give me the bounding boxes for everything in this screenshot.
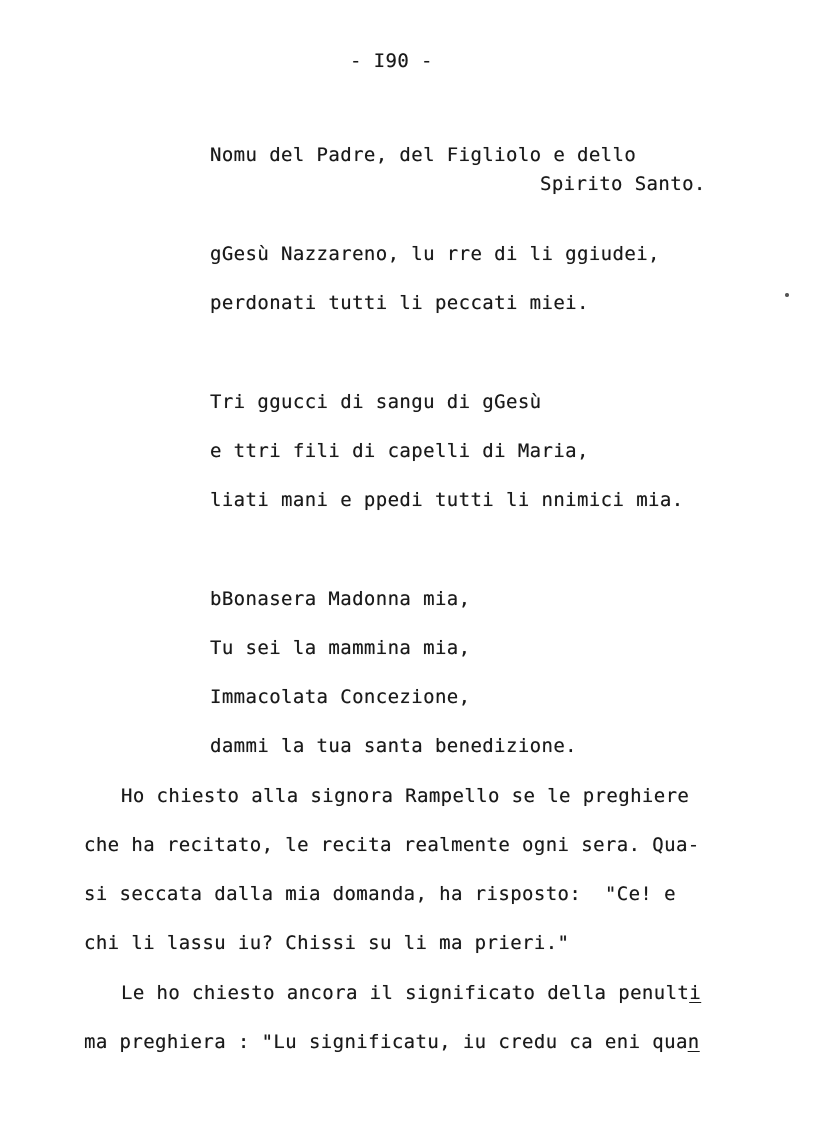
prose-line: Ho chiesto alla signora Rampello se le preghiere <box>121 785 690 807</box>
ink-speck <box>785 293 789 297</box>
prose-text: ma preghiera : "Lu significatu, iu credu ca eni qua <box>84 1031 688 1053</box>
verse-line: perdonati tutti li peccati miei. <box>210 292 589 314</box>
prose-line <box>84 1030 700 1054</box>
underlined-letter: n <box>687 1031 700 1053</box>
page-number: - I90 - <box>350 50 433 72</box>
verse-line: Tu sei la mammina mia, <box>210 637 471 659</box>
verse-line: Tri ggucci di sangu di gGesù <box>210 391 542 413</box>
prose-line: si seccata dalla mia domanda, ha risposto: "Ce! e <box>84 883 676 905</box>
underlined-letter: i <box>689 982 702 1004</box>
verse-line: Immacolata Concezione, <box>210 686 471 708</box>
prose-line: chi li lassu iu? Chissi su li ma prieri." <box>84 932 570 954</box>
prose-text: Le ho chiesto ancora il significato della penult <box>121 982 690 1004</box>
prose-line <box>121 981 701 1005</box>
verse-line: bBonasera Madonna mia, <box>210 588 471 610</box>
prose-line: che ha recitato, le recita realmente ogni sera. Qua- <box>84 834 700 856</box>
verse-line: dammi la tua santa benedizione. <box>210 735 578 757</box>
verse-line: gGesù Nazzareno, lu rre di li ggiudei, <box>210 243 660 265</box>
verse-line: Spirito Santo. <box>540 173 706 195</box>
verse-line: Nomu del Padre, del Figliolo e dello <box>210 144 637 166</box>
verse-line: liati mani e ppedi tutti li nnimici mia. <box>210 489 684 511</box>
verse-line: e ttri fili di capelli di Maria, <box>210 440 589 462</box>
